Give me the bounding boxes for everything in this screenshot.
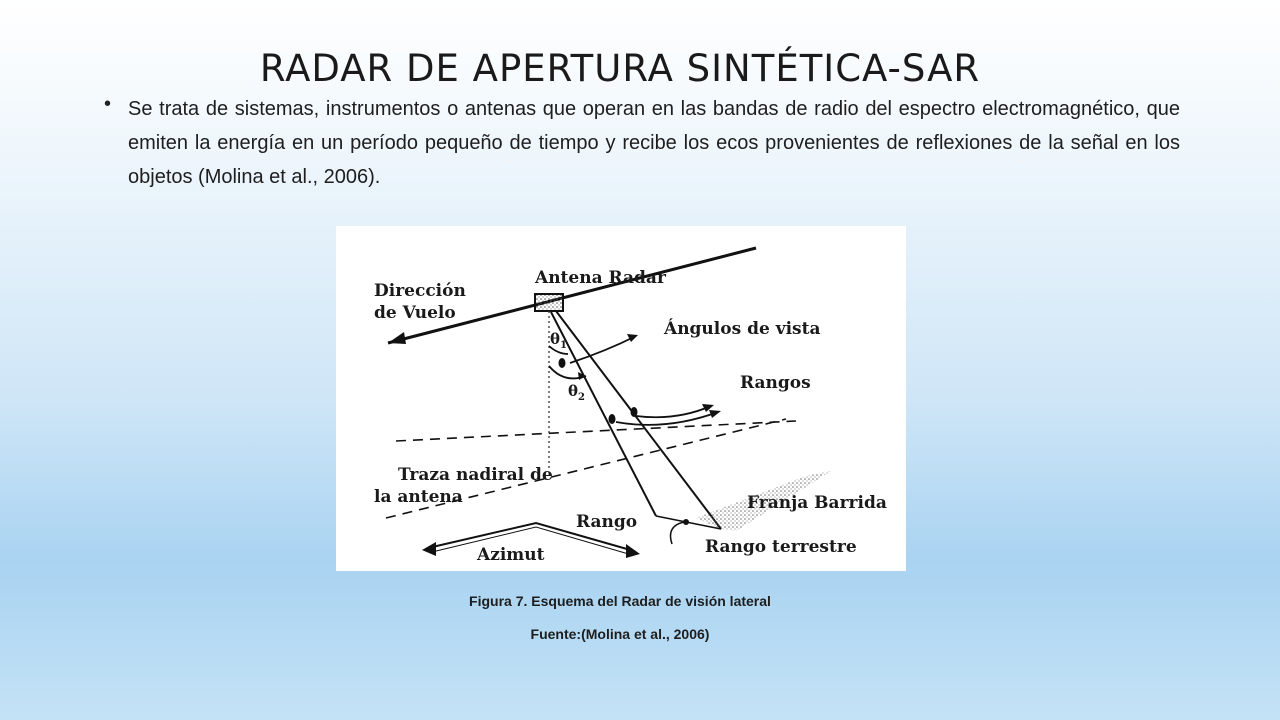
azimuth-arrowhead-left bbox=[422, 542, 436, 556]
ranges-leader-arrow-1 bbox=[636, 406, 711, 417]
figure-caption: Figura 7. Esquema del Radar de visión lateral bbox=[469, 593, 771, 609]
label-franja-barrida: Franja Barrida bbox=[747, 493, 887, 513]
angles-leader-arrowhead bbox=[627, 334, 638, 342]
angles-leader-arrow bbox=[570, 336, 636, 363]
bullet-dot: • bbox=[104, 93, 112, 115]
label-antena-radar: Antena Radar bbox=[535, 268, 666, 288]
label-direccion-2: de Vuelo bbox=[374, 303, 456, 323]
label-theta2: $\theta_2$ bbox=[568, 382, 585, 403]
label-azimut: Azimut bbox=[477, 545, 545, 565]
label-direccion-1: Dirección bbox=[374, 281, 466, 301]
radar-diagram bbox=[336, 226, 906, 571]
label-rango: Rango bbox=[576, 512, 638, 532]
figure-source: Fuente:(Molina et al., 2006) bbox=[530, 626, 710, 642]
label-theta1: $\theta_1$ bbox=[550, 330, 567, 351]
beam-point-1 bbox=[559, 358, 566, 368]
beam-line-far bbox=[556, 311, 721, 529]
slide-title: RADAR DE APERTURA SINTÉTICA-SAR bbox=[259, 46, 981, 90]
bullet-item bbox=[104, 92, 1180, 194]
label-angulos-de-vista: Ángulos de vista bbox=[664, 319, 821, 339]
flight-direction-arrowhead bbox=[388, 332, 406, 344]
azimuth-arrowhead-right bbox=[626, 544, 640, 558]
antenna-box bbox=[535, 294, 563, 311]
ground-range-leader-arrow bbox=[671, 522, 685, 544]
label-traza-1: Traza nadiral de bbox=[398, 465, 553, 485]
label-traza-2: la antena bbox=[374, 487, 463, 507]
ranges-leader-arrowhead-2 bbox=[709, 410, 721, 418]
label-rango-terrestre: Rango terrestre bbox=[705, 537, 857, 557]
label-rangos: Rangos bbox=[740, 373, 811, 393]
beam-point-3 bbox=[609, 414, 616, 424]
bullet-text: Se trata de sistemas, instrumentos o antenas que operan en las bandas de radio del espectro electromagnético, que emiten la energía en un período pequeño de tiempo y recibe los ecos provenientes de reflexiones de la señal en los objetos (Molina et al., 2006). bbox=[128, 98, 1180, 188]
radar-diagram-figure bbox=[336, 226, 906, 571]
